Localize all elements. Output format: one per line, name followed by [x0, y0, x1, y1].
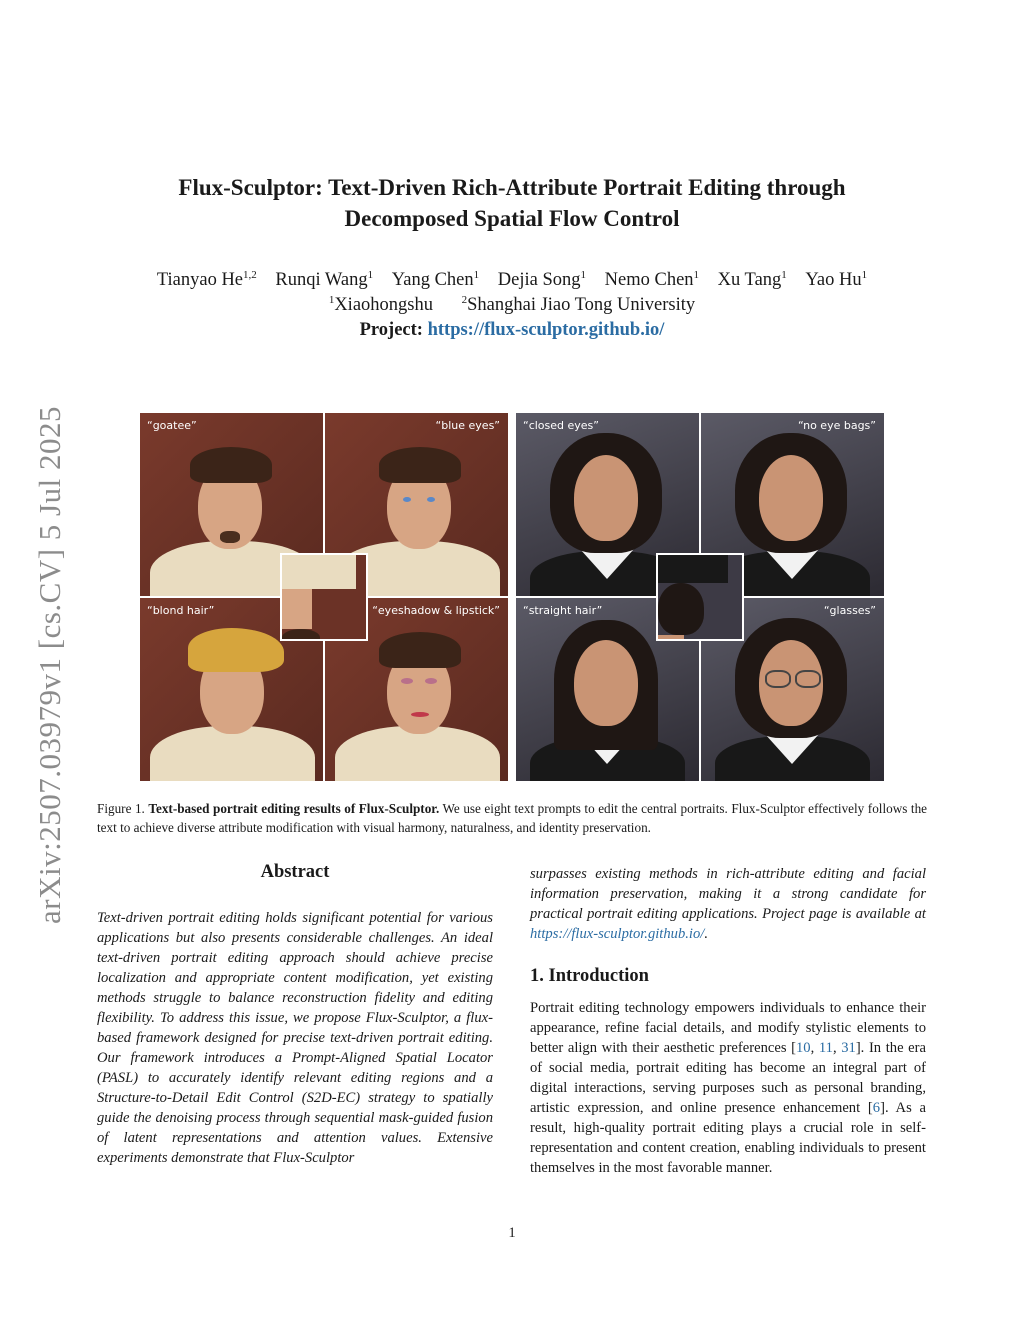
source-portrait-female	[656, 553, 744, 641]
caption-text: We use eight text prompts to edit the central portraits. Flux-Sculptor effectively follows the text to achieve diverse attribute modification with visual harmony, naturalness, and identity preservation.	[97, 801, 928, 835]
abstract-body: Text-driven portrait editing holds significant potential for various applications but also presents considerable challenges. An ideal text-driven portrait editing approach should achieve precise localization and appropriate content modification, yet existing methods struggle to balance reconstruction fidelity and editing flexibility. To address this issue, we propose Flux-Sculptor, a flux-based framework designed for precise text-driven portrait editing. Our framework introduces a Prompt-Aligned Spatial Locator (PASL) to accurately identify relevant editing regions and a Structure-to-Detail Edit Control (S2D-EC) strategy to spatially guide the denoising process through sequential mask-guided fusion of latent representations and attention values. Extensive experiments demonstrate that Flux-Sculptor	[97, 910, 493, 1166]
affiliations	[100, 293, 924, 318]
left-column	[97, 860, 493, 1168]
label-no-eye-bags: “no eye bags”	[798, 419, 876, 432]
figure-1	[140, 413, 884, 781]
title-line-1: Flux-Sculptor: Text-Driven Rich-Attribute Portrait Editing through	[178, 175, 846, 200]
abstract-continuation: surpasses existing methods in rich-attribute editing and facial information preservation, making it a strong candidate for practical portrait editing applications. Project page is available at https://flux-sculptor.github.io/.	[530, 866, 926, 942]
figure-caption	[97, 799, 927, 837]
arxiv-stamp	[30, 385, 70, 945]
label-blue-eyes: “blue eyes”	[435, 419, 500, 432]
citation-link[interactable]: 11	[818, 1040, 833, 1056]
introduction-body: Portrait editing technology empowers individuals to enhance their appearance, refine facial details, and modify stylistic elements to better align with their aesthetic preferences [10, 11, 31]. In the era of social media, portrait editing has become an integral part of digital interactions, serving purposes such as personal branding, artistic expression, and online presence enhancement [6]. As a result, high-quality portrait editing plays a crucial role in self-representation and content creation, enabling individuals to present themselves in the most favorable manner.	[530, 1000, 926, 1176]
author: Yang Chen$^1$	[391, 269, 480, 290]
project-page-link[interactable]: https://flux-sculptor.github.io/	[530, 926, 705, 942]
label-goatee: “goatee”	[147, 419, 197, 432]
paper-title	[140, 172, 884, 234]
arxiv-identifier: arXiv:2507.03979v1 [cs.CV] 5 Jul 2025	[32, 406, 67, 924]
author: Yao Hu$^1$	[805, 269, 868, 290]
abstract-heading: Abstract	[260, 862, 330, 882]
author: Tianyao He$^{1,2}$	[156, 269, 257, 290]
affiliation: $^2$Shanghai Jiao Tong University	[461, 294, 696, 315]
author: Dejia Song$^1$	[497, 269, 587, 290]
source-portrait-male	[280, 553, 368, 641]
project-line	[100, 318, 924, 343]
author: Runqi Wang$^1$	[275, 269, 374, 290]
label-glasses: “glasses”	[823, 604, 876, 617]
caption-bold: Text-based portrait editing results of Flux-Sculptor.	[148, 801, 440, 816]
label-straight-hair: “straight hair”	[523, 604, 603, 617]
author-list	[100, 268, 924, 293]
author: Xu Tang$^1$	[717, 269, 787, 290]
author: Nemo Chen$^1$	[604, 269, 700, 290]
project-link[interactable]: https://flux-sculptor.github.io/	[427, 320, 665, 340]
label-closed-eyes: “closed eyes”	[523, 419, 599, 432]
affiliation: $^1$Xiaohongshu	[328, 294, 433, 315]
project-label: Project:	[359, 320, 423, 340]
author-block	[100, 268, 924, 343]
citation-link[interactable]: 31	[841, 1040, 856, 1056]
citation-link[interactable]: 10	[796, 1040, 811, 1056]
citation-link[interactable]: 6	[872, 1100, 881, 1116]
page-number: 1	[508, 1225, 516, 1241]
title-line-2: Decomposed Spatial Flow Control	[344, 206, 680, 231]
label-eyeshadow-lipstick: “eyeshadow & lipstick”	[372, 604, 500, 617]
label-blond-hair: “blond hair”	[147, 604, 215, 617]
right-column	[530, 864, 926, 1178]
caption-prefix: Figure 1.	[97, 801, 145, 816]
introduction-heading: 1. Introduction	[530, 966, 649, 986]
